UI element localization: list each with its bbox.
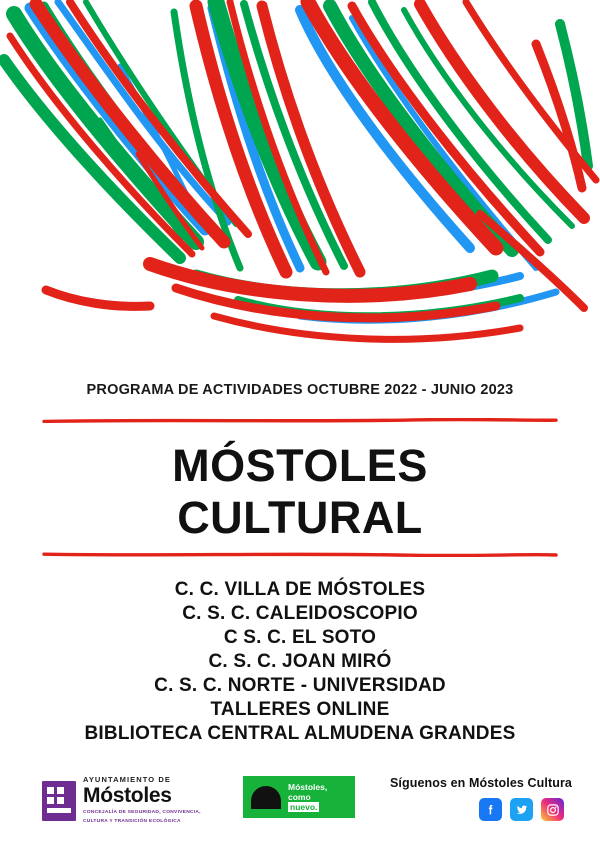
ayuntamiento-supertitle: AYUNTAMIENTO DE xyxy=(83,775,172,784)
divider-top xyxy=(42,418,558,423)
list-item: TALLERES ONLINE xyxy=(210,699,390,720)
arch-icon xyxy=(251,786,281,809)
venue-list xyxy=(0,578,600,746)
ayuntamiento-title: Móstoles xyxy=(83,783,172,807)
poster-title-line-2: CULTURAL xyxy=(177,492,423,543)
poster-title-line-1: MÓSTOLES xyxy=(172,440,428,491)
list-item: BIBLIOTECA CENTRAL ALMUDENA GRANDES xyxy=(84,723,516,744)
social-follow-label: Síguenos en Móstoles Cultura xyxy=(390,776,572,790)
brushstroke-artwork xyxy=(0,0,600,360)
brand-line-1: Móstoles, xyxy=(288,782,328,792)
ayuntamiento-department-line-2: CULTURA Y TRANSICIÓN ECOLÓGICA xyxy=(83,819,181,825)
ayuntamiento-department-line-1: CONCEJALÍA DE SEGURIDAD, CONVIVENCIA, xyxy=(83,809,201,815)
list-item: C. S. C. NORTE - UNIVERSIDAD xyxy=(154,675,446,696)
list-item: C. S. C. CALEIDOSCOPIO xyxy=(182,603,418,624)
twitter-icon[interactable] xyxy=(510,798,533,821)
instagram-icon[interactable] xyxy=(541,798,564,821)
facebook-icon[interactable] xyxy=(479,798,502,821)
ayuntamiento-crest-icon xyxy=(42,781,76,821)
ayuntamiento-logo xyxy=(42,776,201,826)
brand-line-2: como xyxy=(288,792,311,802)
list-item: C S. C. EL SOTO xyxy=(223,627,377,648)
list-item: C. S. C. JOAN MIRÓ xyxy=(208,651,392,672)
divider-bottom xyxy=(42,552,558,557)
program-subtitle: PROGRAMA DE ACTIVIDADES OCTUBRE 2022 - JUNIO 2023 xyxy=(86,382,514,398)
social-icon-list xyxy=(479,798,564,821)
poster-footer xyxy=(0,766,600,849)
mostoles-como-nuevo-logo xyxy=(243,776,355,818)
brand-line-3: nuevo. xyxy=(290,802,318,812)
list-item: C. C. VILLA DE MÓSTOLES xyxy=(174,579,426,600)
